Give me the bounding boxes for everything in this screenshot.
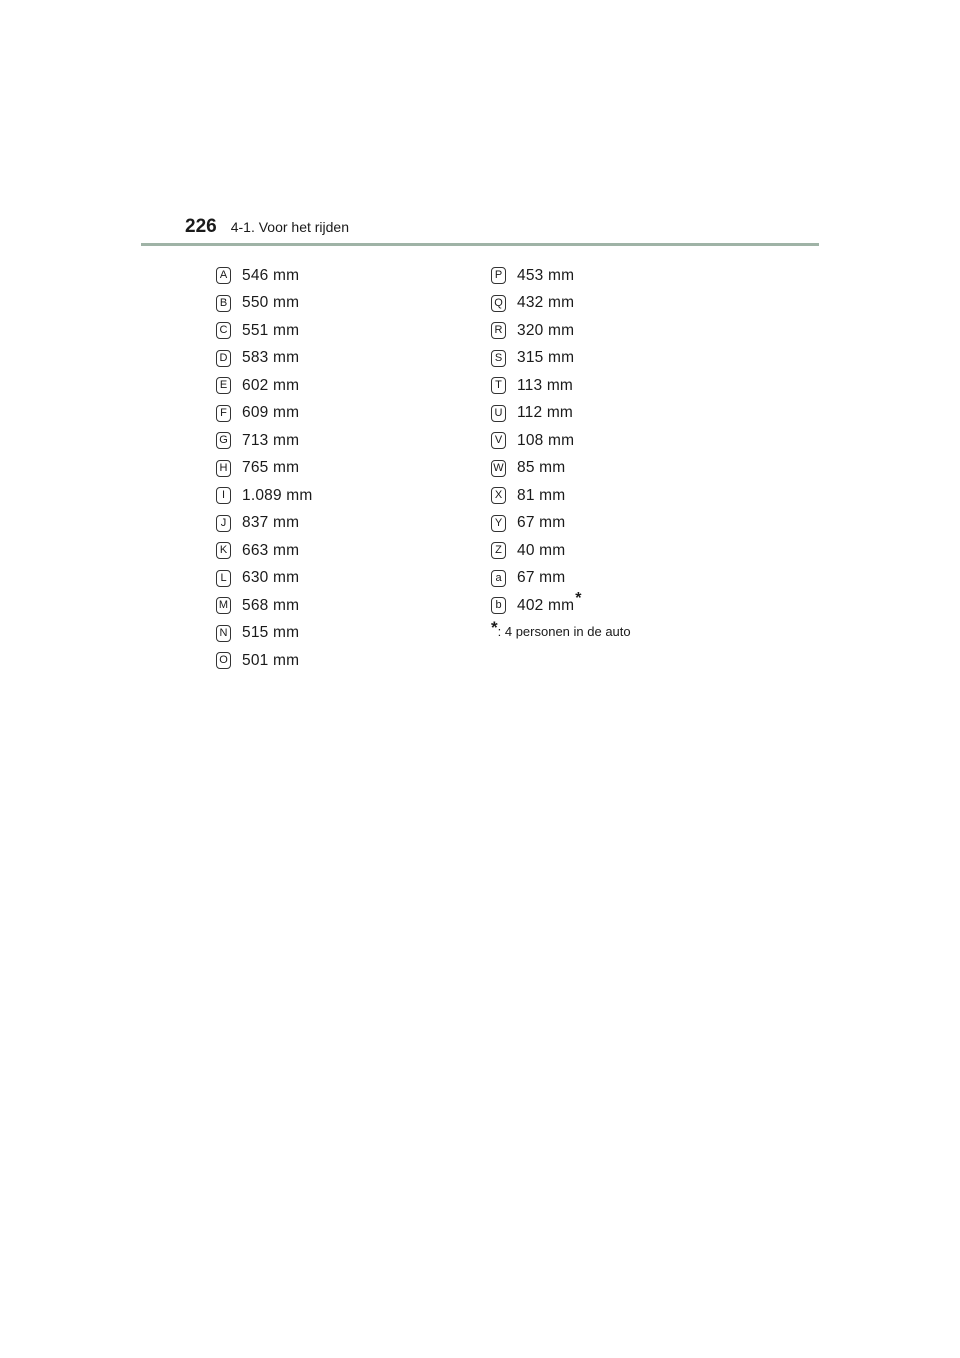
item-value: 1.089 mm: [242, 486, 313, 504]
list-item: [216, 592, 313, 620]
list-item: [491, 317, 581, 345]
item-marker: A: [216, 267, 231, 284]
item-value: 67 mm: [517, 514, 566, 532]
item-value: 713 mm: [242, 431, 300, 449]
item-marker: X: [491, 487, 506, 504]
item-marker: T: [491, 377, 506, 394]
item-marker: D: [216, 350, 231, 367]
item-value: 81 mm: [517, 486, 566, 504]
list-item: [491, 262, 581, 290]
item-marker: B: [216, 295, 231, 312]
item-value: 515 mm: [242, 624, 300, 642]
list-item: [491, 510, 581, 538]
list-item: [216, 510, 313, 538]
list-item: [491, 565, 581, 593]
list-item: [491, 427, 581, 455]
item-value: 630 mm: [242, 569, 300, 587]
item-value: 113 mm: [517, 376, 574, 394]
list-item: [491, 400, 581, 428]
item-marker: O: [216, 652, 231, 669]
item-marker: U: [491, 405, 506, 422]
page-header: [185, 216, 349, 240]
item-value: 320 mm: [517, 321, 575, 339]
item-value: 546 mm: [242, 266, 300, 284]
item-value: 663 mm: [242, 541, 300, 559]
item-value: 551 mm: [242, 321, 300, 339]
item-value: 432 mm: [517, 294, 575, 312]
item-marker: S: [491, 350, 506, 367]
item-value: 568 mm: [242, 596, 300, 614]
list-item: [491, 455, 581, 483]
page-number: 226: [185, 216, 217, 237]
item-marker: W: [491, 460, 506, 477]
list-item: [491, 589, 582, 620]
item-value: 108 mm: [517, 431, 575, 449]
list-item: [216, 317, 313, 345]
item-value: 85 mm: [517, 459, 566, 477]
list-item: [216, 620, 313, 648]
header-divider: [141, 243, 819, 246]
item-marker: P: [491, 267, 506, 284]
item-marker: L: [216, 570, 231, 587]
list-item: [216, 427, 313, 455]
item-marker: Q: [491, 295, 506, 312]
item-marker: Z: [491, 542, 506, 559]
list-item: [491, 537, 581, 565]
item-marker: I: [216, 487, 231, 504]
item-value: 609 mm: [242, 404, 300, 422]
list-item: [216, 372, 313, 400]
item-value: 602 mm: [242, 376, 300, 394]
list-item: [216, 290, 313, 318]
item-value: 453 mm: [517, 266, 575, 284]
item-marker: C: [216, 322, 231, 339]
item-marker: G: [216, 432, 231, 449]
item-value: 765 mm: [242, 459, 300, 477]
item-marker: M: [216, 597, 231, 614]
section-title: 4-1. Voor het rijden: [230, 219, 349, 235]
item-value: 67 mm: [517, 569, 566, 587]
item-marker: Y: [491, 515, 506, 532]
item-marker: b: [491, 597, 506, 614]
item-marker: H: [216, 460, 231, 477]
list-item: [491, 290, 581, 318]
list-item: [216, 565, 313, 593]
item-value: 550 mm: [242, 294, 300, 312]
item-value: 402 mm: [517, 596, 575, 614]
item-value: 315 mm: [517, 349, 575, 367]
item-marker: N: [216, 625, 231, 642]
item-marker: E: [216, 377, 231, 394]
item-value: 501 mm: [242, 651, 300, 669]
item-marker: F: [216, 405, 231, 422]
item-marker: V: [491, 432, 506, 449]
item-marker: R: [491, 322, 506, 339]
list-item: [491, 372, 581, 400]
footnote: [491, 618, 631, 641]
measurement-list-right: [491, 262, 581, 620]
item-value: 112 mm: [517, 404, 574, 422]
footnote-text: : 4 personen in de auto: [497, 624, 631, 639]
item-value: 583 mm: [242, 349, 300, 367]
item-marker: a: [491, 570, 506, 587]
item-marker: K: [216, 542, 231, 559]
footnote-asterisk: *: [575, 589, 582, 607]
list-item: [491, 482, 581, 510]
measurement-list-left: [216, 262, 313, 675]
footnote-star: *: [491, 618, 498, 637]
list-item: [216, 400, 313, 428]
list-item: [216, 262, 313, 290]
list-item: [216, 647, 313, 675]
item-value: 40 mm: [517, 541, 566, 559]
item-value: 837 mm: [242, 514, 300, 532]
list-item: [216, 345, 313, 373]
list-item: [216, 482, 313, 510]
item-marker: J: [216, 515, 231, 532]
list-item: [216, 537, 313, 565]
list-item: [491, 345, 581, 373]
list-item: [216, 455, 313, 483]
